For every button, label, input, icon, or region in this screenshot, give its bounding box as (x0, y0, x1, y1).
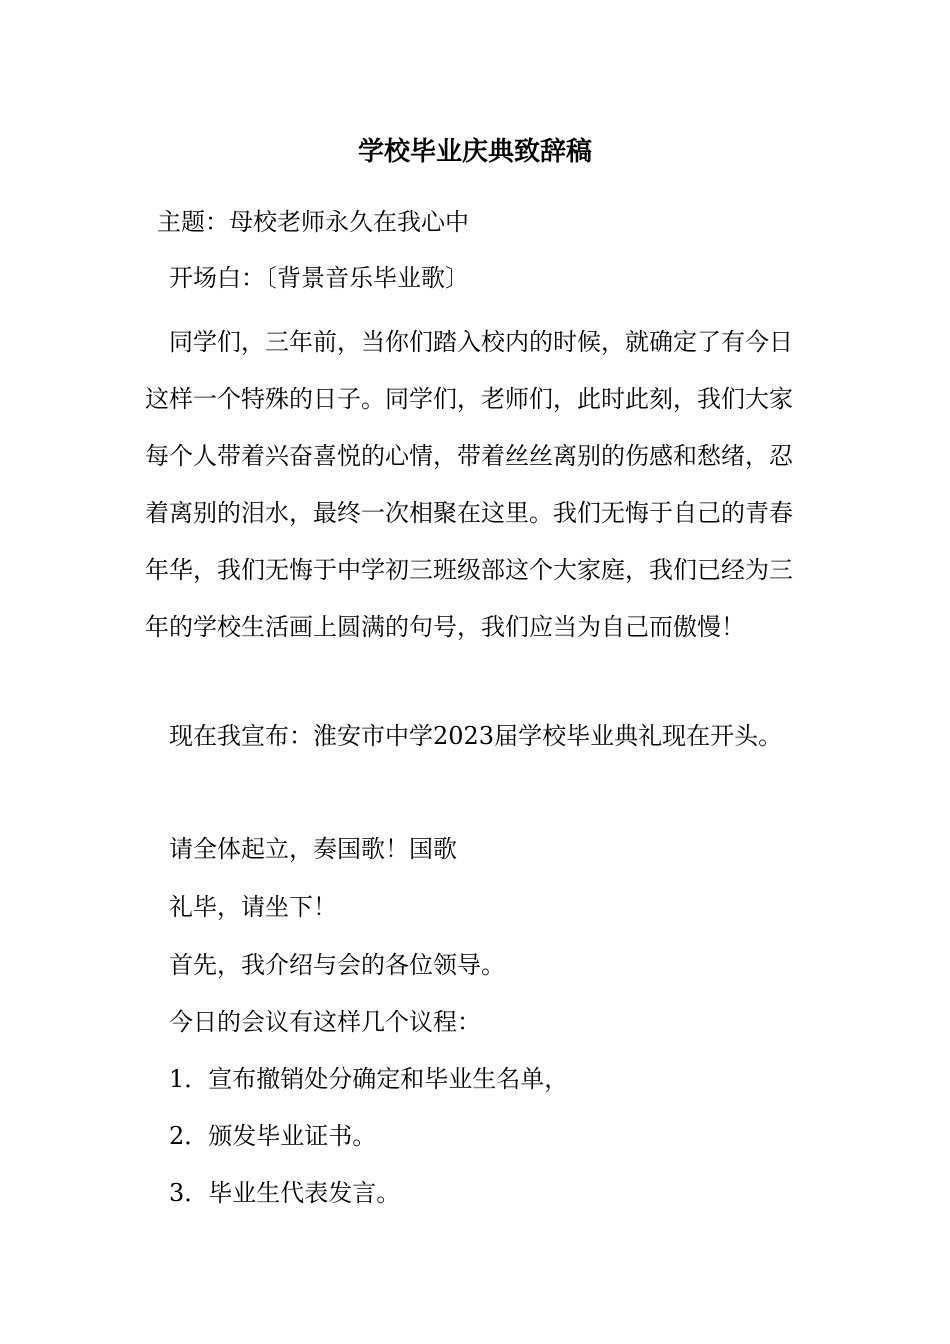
agenda-item: 1．宣布撤销处分确定和毕业生名单， (169, 1065, 569, 1093)
sit-line: 礼毕，请坐下！ (169, 893, 337, 921)
agenda-item: 3．毕业生代表发言。 (169, 1179, 401, 1207)
agenda-item: 2．颁发毕业证书。 (169, 1122, 377, 1150)
intro-line: 首先，我介绍与会的各位领导。 (169, 951, 505, 979)
theme-line: 主题：母校老师永久在我心中 (157, 208, 469, 236)
anthem-line: 请全体起立，奏国歌！国歌 (169, 835, 457, 863)
opening-line: 开场白：〔背景音乐毕业歌〕 (169, 264, 469, 292)
document-title: 学校毕业庆典致辞稿 (357, 137, 592, 167)
agenda-intro-line: 今日的会议有这样几个议程： (169, 1008, 481, 1036)
body-paragraph: 同学们，三年前，当你们踏入校内的时候，就确定了有今日这样一个特殊的日子。同学们，老师们，此时此刻，我们大家每个人带着兴奋喜悦的心情，带着丝丝离别的伤感和愁绪，忍着离别的泪水，最终一次相聚在这里。我们无悔于自己的青春年华，我们无悔于中学初三班级部这个大家庭，我们已经为三年的学校生活画上圆满的句号，我们应当为自己而傲慢！ (145, 328, 793, 641)
announcement-line: 现在我宣布：淮安市中学2023届学校毕业典礼现在开头。 (169, 722, 783, 750)
